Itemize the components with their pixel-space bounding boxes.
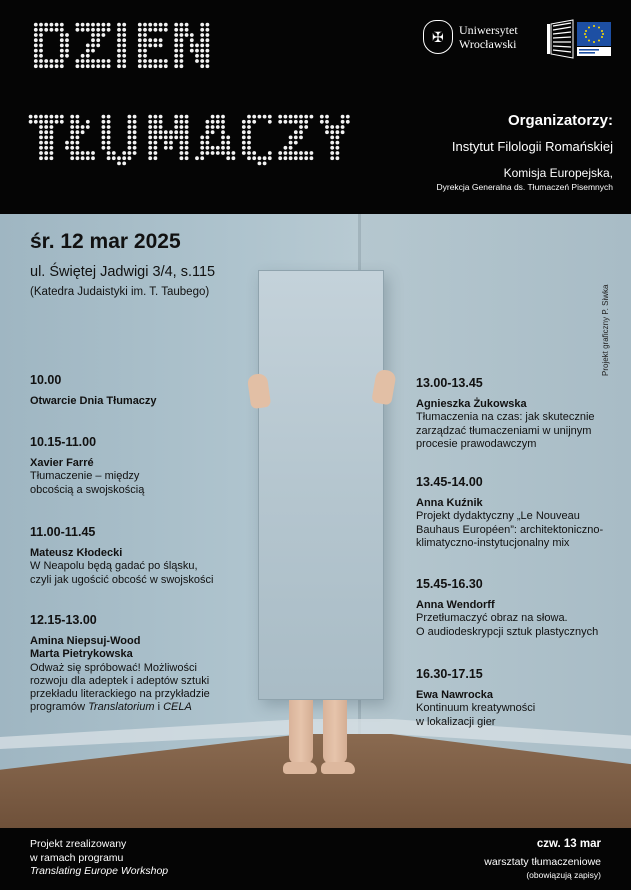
footer-program-info: Projekt zrealizowany w ramach programu Translating Europe Workshop [30,838,169,877]
slot-title-line: w lokalizacji gier [416,715,496,728]
slot-speaker: Agnieszka Żukowska [416,398,527,411]
slot-title-line: W Neapolu będą gadać po śląsku, [30,560,198,573]
program-slot [30,436,144,497]
program-slot [416,377,595,451]
design-credit: Projekt graficzny P. Siwka [601,284,610,376]
slot-title-line: programów Translatorium i CELA [30,701,192,714]
organizer-ec-dg: Dyrekcja Generalna ds. Tłumaczeń Pisemnych [436,182,613,192]
european-commission-logo [545,18,613,60]
organizer-ifr: Instytut Filologii Romańskiej [451,139,613,154]
slot-title-line: Przetłumaczyć obraz na słowa. [416,612,568,625]
slot-title-line: procesie prawodawczym [416,437,537,450]
event-address: ul. Świętej Jadwigi 3/4, s.115 [30,264,216,280]
slot-title-line: klimatyczno-instytucjonalny mix [416,536,570,549]
workshop-date: czw. 13 mar [536,838,601,850]
slot-time: 16.30-17.15 [416,667,483,681]
slot-speaker: Xavier Farré [30,457,94,470]
slot-time: 13.00-13.45 [416,376,483,390]
university-name: Uniwersytet Wrocławski [459,23,518,51]
slot-time: 15.45-16.30 [416,577,483,591]
mirror-panel [258,270,384,700]
slot-speaker: Ewa Nawrocka [416,689,494,702]
slot-title-line: rozwoju dla adeptek i adeptów sztuki [30,674,210,687]
slot-title-line: obcością a swojskością [30,483,145,496]
organizers-block [313,112,613,192]
slot-title-line: czyli jak ugościć obcość w swojskości [30,573,214,586]
organizer-ec: Komisja Europejska, [503,166,613,180]
program-slot [416,668,535,729]
organizers-heading: Organizatorzy: [507,112,613,129]
program-slot [30,374,157,408]
program-slot [416,578,598,639]
slot-speaker: Otwarcie Dnia Tłumaczy [30,395,157,408]
slot-time: 11.00-11.45 [30,525,96,539]
slot-time: 12.15-13.00 [30,613,97,627]
event-date: śr. 12 mar 2025 [30,230,181,253]
slot-title-line: Kontinuum kreatywności [416,702,536,715]
slot-speaker-2: Marta Pietrykowska [30,648,133,661]
event-venue: (Katedra Judaistyki im. T. Taubego) [30,286,210,298]
footer-workshop-info [484,838,601,883]
slot-title-line: Tłumaczenie – między [30,470,140,483]
footer [0,828,631,890]
slot-title-line: przekładu literackiego na przykładzie [30,688,210,701]
workshop-label: warsztaty tłumaczeniowe [484,855,601,868]
slot-speaker: Anna Kuźnik [416,497,483,510]
slot-time: 10.00 [30,373,62,387]
header [0,0,631,214]
university-logo [423,20,518,54]
slot-speaker: Mateusz Kłodecki [30,547,123,560]
slot-time: 13.45-14.00 [416,475,483,489]
program-slot [30,526,213,587]
slot-title-line: Tłumaczenia na czas: jak skutecznie [416,411,595,424]
workshop-note: (obowiązują zapisy) [526,870,601,880]
slot-time: 10.15-11.00 [30,435,97,449]
slot-title-line: Projekt dydaktyczny „Le Nouveau [416,510,580,523]
slot-title-line: O audiodeskrypcji sztuk plastycznych [416,625,599,638]
legs [283,700,353,772]
title-line-1 [34,23,209,68]
slot-speaker: Anna Wendorff [416,599,495,612]
slot-title-line: Odważ się spróbować! Możliwości [30,661,197,674]
program-slot [416,476,603,550]
program-slot [30,614,210,714]
eagle-crest-icon: ✠ [423,20,453,54]
slot-speaker: Amina Niepsuj-Wood [30,635,141,648]
title-line-2 [29,115,350,166]
slot-title-line: zarządzać tłumaczeniami w unijnym [416,424,592,437]
slot-title-line: Bauhaus Européen”: architektoniczno- [416,523,604,536]
